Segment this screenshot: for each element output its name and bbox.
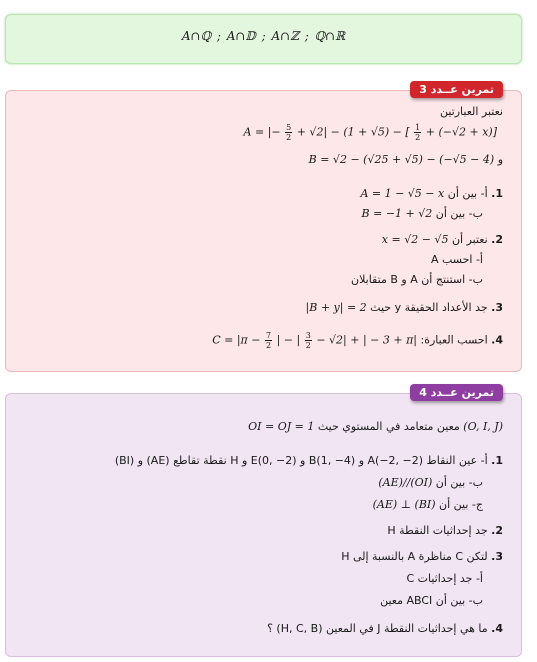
frac-den: 2 — [305, 341, 311, 350]
ex3-intro — [440, 105, 503, 118]
A-part-1: A = |− — [243, 125, 281, 139]
C-part-1: C = |π − — [212, 333, 261, 347]
frame: (O, I, J) — [463, 420, 503, 433]
expression-C — [212, 331, 417, 350]
q-number: 2. — [491, 233, 503, 246]
intro-math: OI = OJ = 1 — [248, 420, 315, 433]
q1a-math: A = 1 − √5 − x — [360, 187, 445, 200]
ex4-q1b — [378, 476, 483, 489]
A-fraction-2 — [414, 123, 421, 142]
ex4-q3b — [380, 594, 483, 607]
ex3-q1a — [360, 187, 503, 200]
C-part-2: | − | — [276, 333, 301, 347]
q4-text: ما هي إحداثيات النقطة J في المعين (H, C, B) ؟ — [267, 622, 488, 635]
q1c-text: ج- بين أن — [439, 498, 483, 511]
ex4-q2 — [387, 524, 503, 537]
q-number: 2. — [491, 524, 503, 537]
q-number: 4. — [491, 622, 503, 635]
expression-A — [244, 123, 497, 142]
ex4-q3 — [341, 550, 503, 563]
exercise-3-box — [5, 83, 522, 372]
ex4-q3a — [406, 572, 483, 585]
q4-text: احسب العبارة: — [420, 333, 488, 347]
q1b-math: (AE)//(OI) — [378, 476, 433, 489]
exercise-4-box — [5, 386, 522, 657]
q-number: 1. — [491, 187, 503, 200]
q3-text: جد الأعداد الحقيقة y حيث — [370, 301, 488, 314]
q2-text: جد إحداثيات النقطة H — [387, 524, 488, 537]
A-part-3: + (−√2 + x)] — [425, 125, 497, 139]
q2a-text: أ- احسب A — [430, 253, 483, 266]
q1b-math: B = −1 + √2 — [361, 207, 433, 220]
ex3-q2b — [351, 273, 483, 286]
ex3-q3 — [306, 301, 503, 314]
ex3-q1b — [362, 207, 483, 220]
q2-text: نعتبر أن — [451, 233, 488, 246]
q-number: 3. — [491, 301, 503, 314]
sets-box — [5, 14, 522, 64]
q1a-text: أ- بين أن — [447, 187, 488, 200]
exercise-4-badge: تمرين عــدد 4 — [410, 384, 503, 401]
q3b-text: ب- بين أن ABCI معين — [380, 594, 483, 607]
frac-den: 2 — [415, 133, 421, 142]
exercise-3-badge: تمرين عــدد 3 — [410, 81, 503, 98]
ex4-intro — [248, 420, 503, 433]
A-fraction-1 — [285, 123, 292, 142]
q1b-text: ب- بين أن — [435, 207, 483, 220]
C-fraction-2 — [305, 331, 312, 350]
ex4-q1a — [115, 454, 503, 467]
frac-num: 7 — [266, 331, 272, 340]
frac-num: 3 — [305, 331, 311, 340]
frac-num: 1 — [415, 123, 421, 132]
q3-text: لتكن C مناظرة A بالنسبة إلى H — [341, 550, 488, 563]
frac-num: 5 — [286, 123, 292, 132]
ex3-q2a — [431, 253, 483, 266]
ex4-q1c — [373, 498, 483, 511]
ex4-q4 — [267, 622, 503, 635]
frac-den: 2 — [286, 133, 292, 142]
B-formula: B = √2 − (√25 + √5) − (−√5 − 4) — [308, 153, 495, 166]
expression-B — [309, 153, 503, 166]
q-number: 4. — [491, 333, 503, 347]
ex3-intro-text: نعتبر العبارتين — [439, 105, 503, 118]
ex3-q2 — [382, 233, 503, 246]
q1c-math: (AE) ⊥ (BI) — [372, 498, 436, 511]
frac-den: 2 — [266, 341, 272, 350]
q1b-text: ب- بين أن — [435, 476, 483, 489]
C-fraction-1 — [265, 331, 272, 350]
q3-math: |B + y| = 2 — [305, 301, 367, 314]
sets-line: A∩ℚ ; A∩𝔻 ; A∩ℤ ; ℚ∩ℝ — [181, 29, 346, 43]
A-part-2: + √2| − (1 + √5) − [ — [296, 125, 410, 139]
q-number: 1. — [491, 454, 503, 467]
intro-text: معين متعامد في المستوي حيث — [317, 420, 460, 433]
q1a-text: أ- عين النقاط A(−2, −2) و B(1, −4) و E(0, −2) و H نقطة تقاطع (AE) و (BI) — [114, 454, 488, 467]
C-part-3: − √2| + | − 3 + π| — [316, 333, 418, 347]
and-word: و — [497, 153, 503, 166]
q3a-text: أ- جد إحداثيات C — [406, 572, 483, 585]
q2b-text: ب- استنتج أن A و B متقابلان — [351, 273, 483, 286]
ex3-q4 — [212, 331, 503, 350]
q-number: 3. — [491, 550, 503, 563]
q2-math: x = √2 − √5 — [381, 233, 449, 246]
